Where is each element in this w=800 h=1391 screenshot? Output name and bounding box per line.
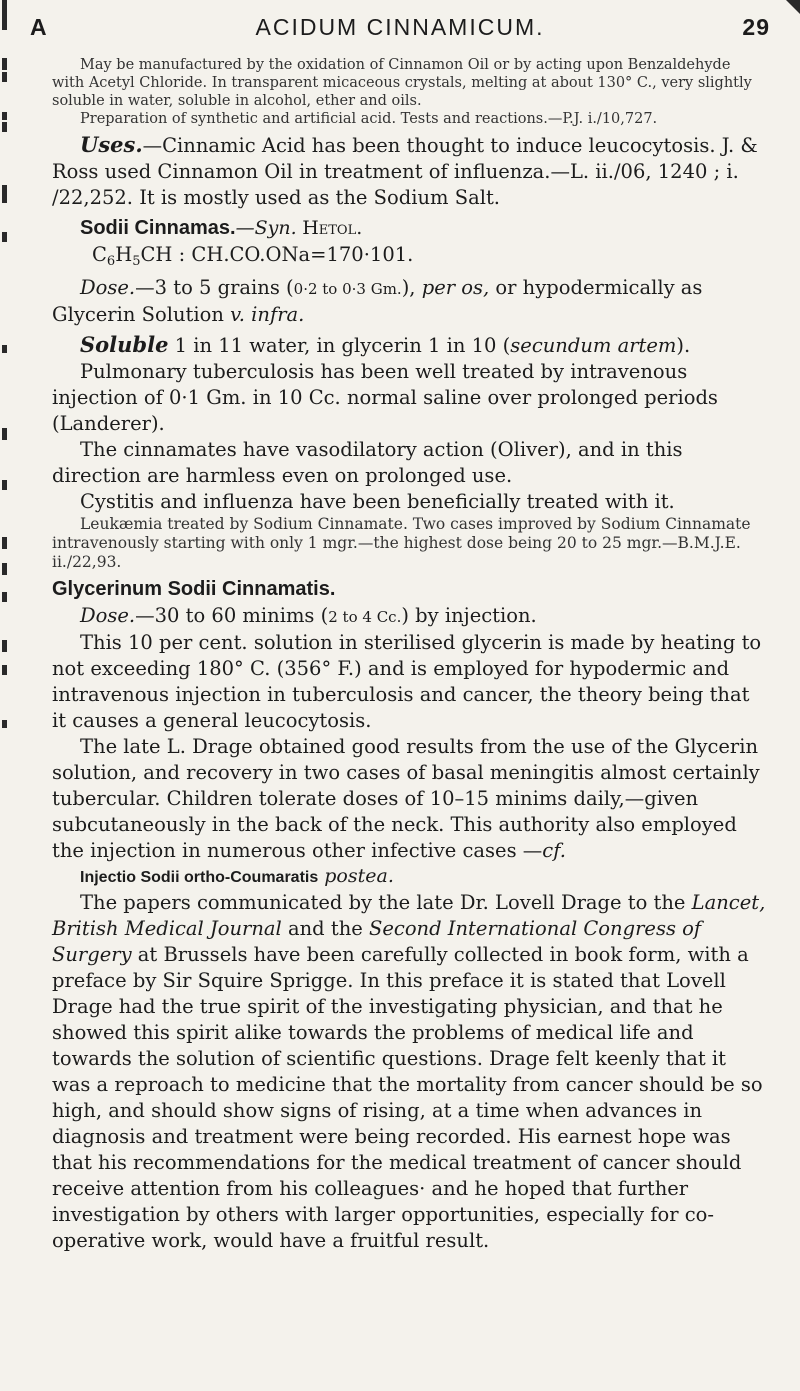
injectio-title: Injectio Sodii ortho-Coumaratis [80, 869, 319, 886]
vasodilatory-paragraph: The cinnamates have vasodilatory action (Oliver), and in this direction are harmless even on prolonged use. [52, 438, 683, 487]
formula-part: H [115, 243, 133, 266]
uses-text: —Cinnamic Acid has been thought to induce leucocytosis. J. & Ross used Cinnamon Oil in treatment of influenza.—L. ii./06, 1240 ; i. /22,252. It is mostly used as the Sodium Salt. [52, 134, 758, 209]
dose-infra: v. infra. [230, 303, 305, 326]
preparation-ref: i./10,727. [587, 111, 658, 127]
running-header [30, 14, 770, 48]
postea: postea. [318, 865, 394, 887]
page-body [52, 56, 766, 1254]
cystitis-paragraph: Cystitis and influenza have been beneficially treated with it. [80, 490, 675, 513]
dose-text: —3 to 5 grains ( [135, 276, 294, 299]
section-letter: A [30, 14, 48, 40]
dose-text: ), [401, 276, 422, 299]
dose-metric: 2 to 4 Cc. [328, 608, 402, 626]
tuberculosis-paragraph: Pulmonary tuberculosis has been well treated by intravenous injection of 0·1 Gm. in 10 Cc. normal saline over prolonged periods (Landerer). [52, 360, 718, 435]
page-corner-mark [786, 0, 800, 14]
uses-label: Uses. [80, 132, 143, 157]
soluble-paragraph [52, 332, 766, 359]
glycerinum-solution-paragraph: This 10 per cent. solution in sterilised glycerin is made by heating to not exceeding 180° C. (356° F.) and is employed for hypodermic and intravenous injection in tuberculosis and cancer, the theory being that it causes a general leucocytosis. [52, 631, 762, 732]
papers-text: at Brussels have been carefully collected in book form, with a preface by Sir Squire Sprigge. In this preface it is stated that Lovell Drage had the true spirit of the investigating physician, and that he showed this spirit alike towards the problems of medical life and towards the solution of scientific questions. Drage felt keenly that it was a reproach to medicine that the mortality from cancer should be so high, and should show signs of rising, at a time when advances in diagnosis and treatment were being recorded. His earnest hope was that his recommendations for the medical treatment of cancer should receive attention from his colleagues· and he hoped that further investigation by others with larger opportunities, especially for co-operative work, would have a fruitful result. [52, 943, 763, 1252]
formula-part: C [92, 243, 107, 266]
formula-subscript: 5 [132, 254, 141, 269]
dose-label: Dose. [80, 276, 136, 299]
soluble-label: Soluble [80, 332, 169, 357]
running-title: ACIDUM CINNAMICUM. [255, 14, 545, 40]
dose-metric: 0·2 to 0·3 Gm. [293, 280, 402, 298]
dose-text: ) by injection. [401, 604, 537, 627]
sodii-dose-paragraph [52, 275, 766, 328]
chemical-formula [52, 242, 766, 275]
journal-names: Lancet, British Medical Journal [52, 891, 766, 940]
sodii-cinnamas-title: Sodii Cinnamas. [80, 217, 236, 239]
preparation-paragraph [52, 110, 766, 128]
glycerinum-heading: Glycerinum Sodii Cinnamatis. [52, 578, 336, 600]
drage-papers-paragraph [52, 890, 766, 1254]
soluble-text: 1 in 11 water, in glycerin 1 in 10 ( [168, 334, 511, 357]
dose-text: or hypodermically as Glycerin Solution [52, 276, 703, 326]
glycerinum-dose-paragraph [52, 603, 766, 630]
cf-abbrev: cf. [542, 839, 566, 862]
formula-subscript: 6 [106, 254, 116, 269]
dose-text: —30 to 60 minims ( [135, 604, 329, 627]
dose-label: Dose. [80, 604, 136, 627]
injectio-reference [52, 864, 766, 890]
congress-name: Second International Congress of Surgery [52, 917, 702, 966]
syn-value: Hetol. [302, 217, 363, 239]
page-edge-marks [0, 0, 14, 1391]
intro-paragraph: May be manufactured by the oxidation of Cinnamon Oil or by acting upon Benzaldehyde with Acetyl Chloride. In transparent micaceous crystals, melting at about 130° C., very slightly soluble in water, soluble in alcohol, ether and oils. [52, 57, 752, 109]
preparation-text: Preparation of synthetic and artificial acid. Tests and reactions.—P.J. [80, 111, 584, 127]
sodii-cinnamas-heading [52, 215, 766, 242]
syn-label: —Syn. [235, 217, 297, 239]
secundum-artem: secundum artem [510, 334, 677, 357]
formula-part: CH : CH.CO.ONa=170·101. [140, 243, 414, 266]
leukaemia-paragraph: Leukæmia treated by Sodium Cinnamate. Two cases improved by Sodium Cinnamate intravenously starting with only 1 mgr.—the highest dose being 20 to 25 mgr.—B.M.J.E. ii./22,93. [52, 515, 751, 571]
drage-results-paragraph [52, 734, 766, 864]
page-number: 29 [742, 14, 770, 40]
soluble-text: ). [676, 334, 691, 357]
dose-per-os: per os, [421, 276, 490, 299]
papers-text: The papers communicated by the late Dr. Lovell Drage to the [80, 891, 692, 914]
papers-text: and the [281, 917, 369, 940]
uses-paragraph [52, 132, 766, 211]
drage-results-text: The late L. Drage obtained good results from the use of the Glycerin solution, and recovery in two cases of basal meningitis almost certainly tubercular. Children tolerate doses of 10–15 minims daily,—given subcutaneously in the back of the neck. This authority also employed the injection in numerous other infective cases — [52, 735, 760, 862]
